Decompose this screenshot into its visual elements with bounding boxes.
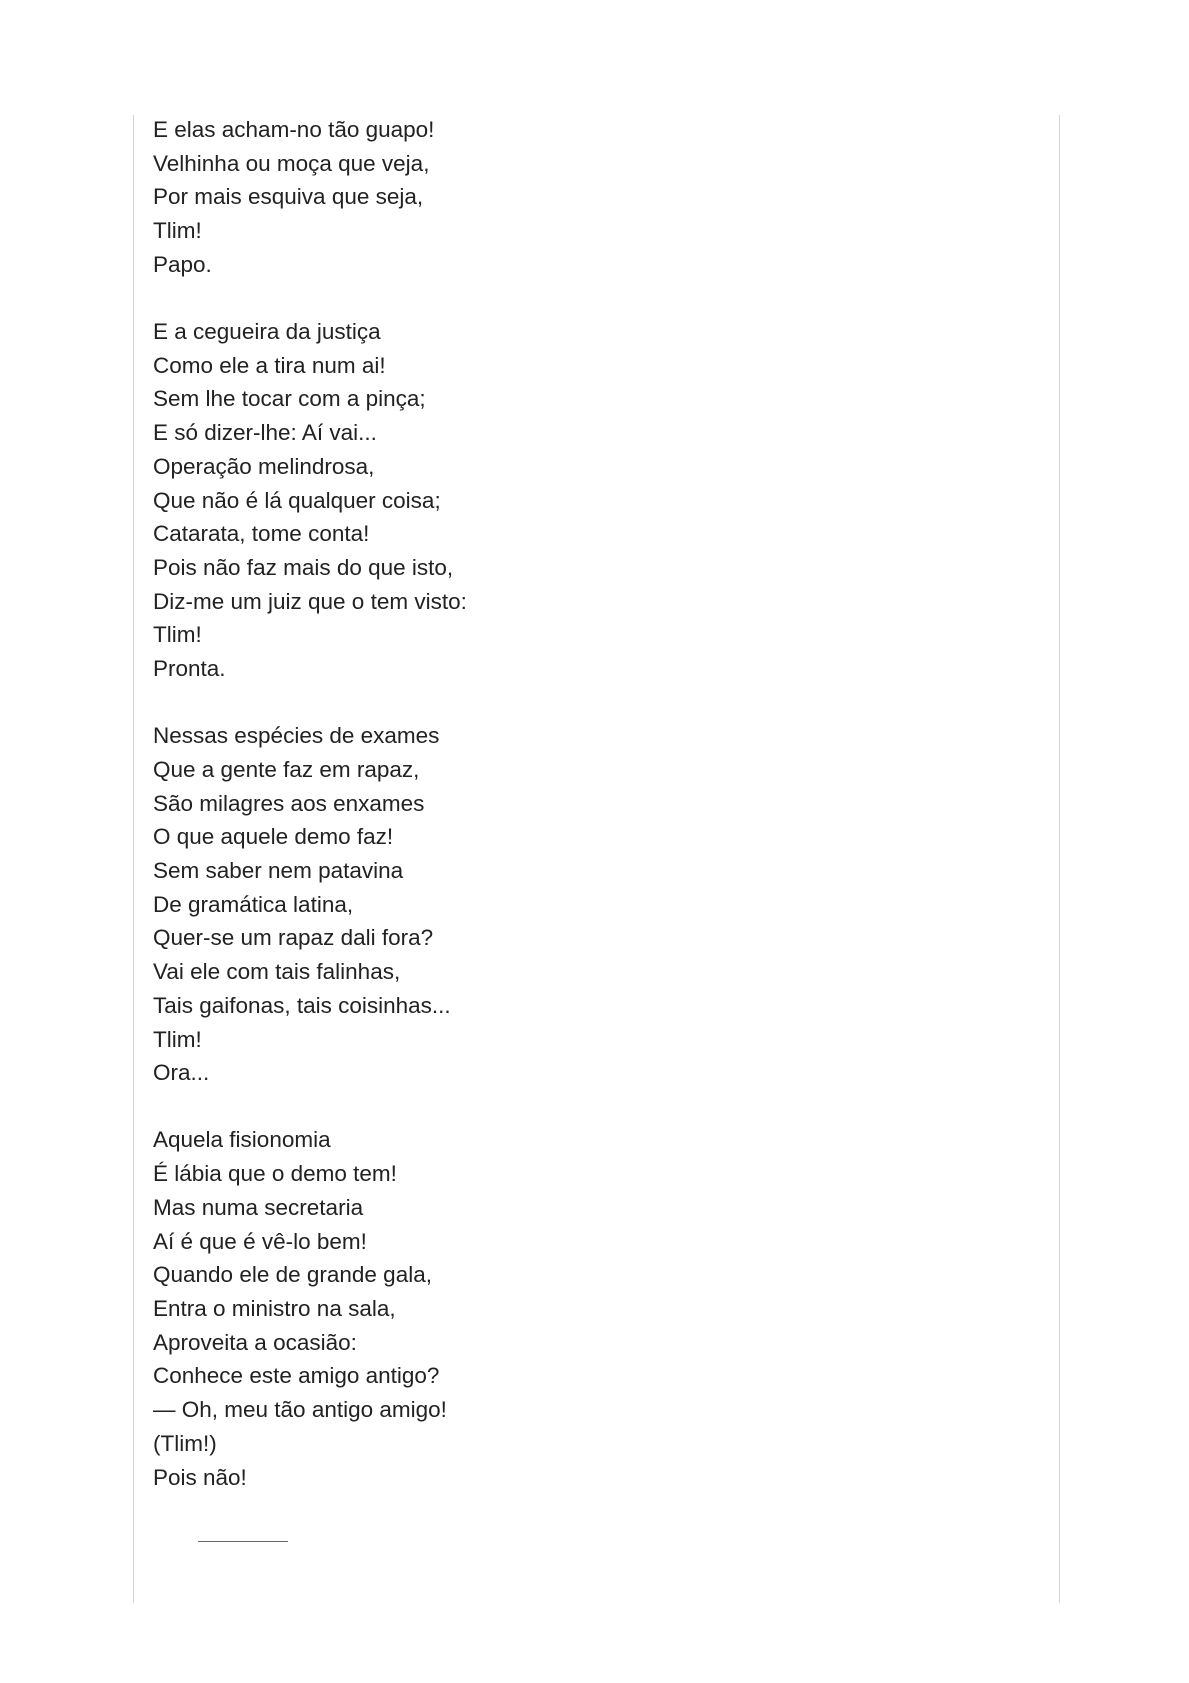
verse-line: Catarata, tome conta! [153,521,370,547]
verse-line: É lábia que o demo tem! [153,1161,397,1187]
verse-line: Quer-se um rapaz dali fora? [153,925,434,951]
verse-line: Operação melindrosa, [153,453,375,479]
footnote-separator [198,1541,288,1542]
verse-line: Que não é lá qualquer coisa; [153,487,441,513]
stanza-2 [153,315,1033,686]
verse-line: Papo. [153,251,212,277]
verse-line: Tlim! [153,218,202,244]
verse-line: Velhinha ou moça que veja, [153,150,430,176]
verse-line: Como ele a tira num ai! [153,352,386,378]
verse-line: Quando ele de grande gala, [153,1262,432,1288]
poem-body [153,113,1033,1528]
verse-line: Pronta. [153,656,226,682]
verse-line: Por mais esquiva que seja, [153,184,424,210]
verse-line: E só dizer-lhe: Aí vai... [153,420,377,446]
verse-line: Aí é que é vê-lo bem! [153,1228,367,1254]
verse-line: Entra o ministro na sala, [153,1296,396,1321]
stanza-1 [153,113,1033,282]
verse-line: São milagres aos enxames [153,790,425,816]
verse-line: (Tlim!) [153,1430,217,1456]
verse-line: E a cegueira da justiça [153,319,381,345]
verse-line: Mas numa secretaria [153,1194,364,1220]
verse-line: Nessas espécies de exames [153,723,440,749]
verse-line: E elas acham-no tão guapo! [153,117,435,142]
stanza-3 [153,719,1033,1090]
stanza-4 [153,1123,1033,1494]
verse-line: O que aquele demo faz! [153,824,394,850]
verse-line: — Oh, meu tão antigo amigo! [153,1397,447,1423]
verse-line: Tlim! [153,622,202,648]
verse-line: Pois não faz mais do que isto, [153,554,454,580]
verse-line: Conhece este amigo antigo? [153,1363,440,1389]
verse-line: Sem lhe tocar com a pinça; [153,386,426,412]
verse-line: De gramática latina, [153,891,354,917]
verse-line: Sem saber nem patavina [153,858,404,884]
verse-line: Tais gaifonas, tais coisinhas... [153,992,451,1018]
verse-line: Aproveita a ocasião: [153,1329,357,1355]
verse-line: Pois não! [153,1464,247,1490]
verse-line: Diz-me um juiz que o tem visto: [153,588,467,614]
verse-line: Tlim! [153,1026,202,1052]
verse-line: Aquela fisionomia [153,1127,331,1153]
verse-line: Vai ele com tais falinhas, [153,959,401,985]
verse-line: Que a gente faz em rapaz, [153,756,420,782]
verse-line: Ora... [153,1060,210,1086]
